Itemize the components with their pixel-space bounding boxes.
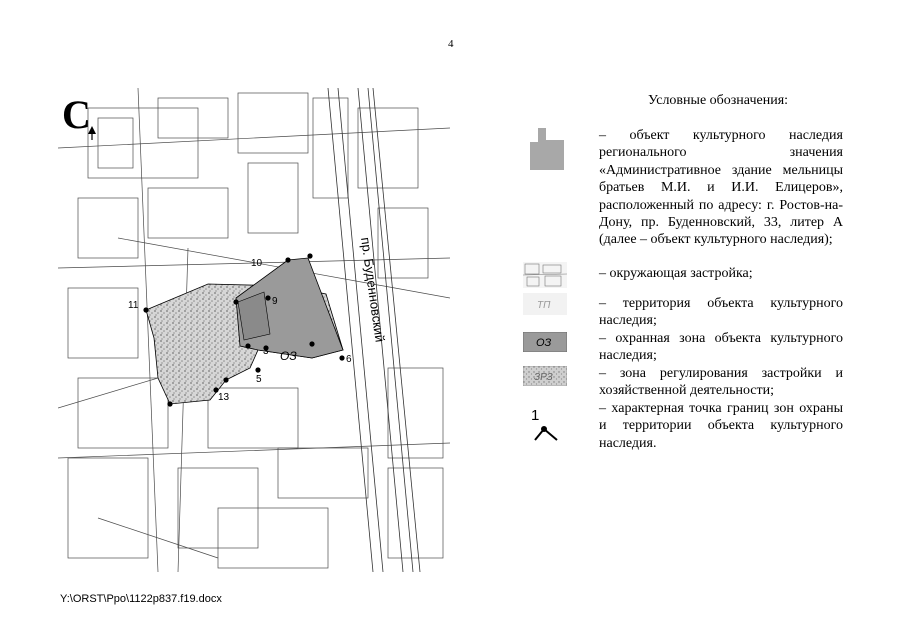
document-path: Y:\ORST\Ppo\1122p837.f19.docx xyxy=(60,593,222,605)
boundary-point-icon xyxy=(527,402,561,447)
boundary-point xyxy=(285,257,290,262)
point-label-13: 13 xyxy=(218,392,230,403)
svg-text:ЗРЗ: ЗРЗ xyxy=(534,372,553,383)
point-label-5: 5 xyxy=(256,374,262,385)
boundary-point xyxy=(245,343,250,348)
point-label-10: 10 xyxy=(251,258,263,269)
svg-text:1: 1 xyxy=(531,407,540,424)
site-plan-map xyxy=(58,88,450,572)
point-label-3: 3 xyxy=(263,346,269,357)
street-label: пр. Буденновский xyxy=(358,236,388,344)
point-label-11: 11 xyxy=(128,300,139,311)
legend-item-heritage-territory: – территория объекта культурного наследия; xyxy=(599,296,843,329)
boundary-point xyxy=(167,401,172,406)
boundary-point xyxy=(307,253,312,258)
legend-item-heritage-object: – объект культурного наследия регионального значения «Административное здание мельницы братьев М.И. и И.И. Елицеров», расположенный по адресу: г. Ростов-на-Дону, пр. Буденновский, 33, литер А (далее – объект культурного наследия); xyxy=(599,128,843,248)
compass-letter: С xyxy=(62,92,91,137)
surrounding-buildings-icon xyxy=(523,262,567,293)
legend-item-boundary-point: – характерная точка границ зон охраны и территории объекта культурного наследия. xyxy=(599,401,843,451)
boundary-point xyxy=(255,367,260,372)
svg-text:ТП: ТП xyxy=(537,300,551,311)
boundary-point xyxy=(339,355,344,360)
zone-label: ОЗ xyxy=(280,349,297,363)
point-label-9: 9 xyxy=(272,296,278,307)
boundary-point xyxy=(265,295,270,300)
boundary-point xyxy=(223,377,228,382)
boundary-point xyxy=(143,307,148,312)
heritage-territory-icon xyxy=(523,293,567,320)
point-label-6: 6 xyxy=(346,354,352,365)
page-number: 4 xyxy=(448,38,454,50)
heritage-object-icon xyxy=(524,128,564,175)
svg-text:ОЗ: ОЗ xyxy=(536,337,552,349)
boundary-point xyxy=(309,341,314,346)
legend-title: Условные обозначения: xyxy=(648,93,789,108)
legend-item-protection-zone: – охранная зона объекта культурного наследия; xyxy=(599,331,843,364)
regulation-zone-icon xyxy=(523,366,567,391)
protection-zone-icon xyxy=(523,332,567,357)
legend-item-surrounding-buildings: – окружающая застройка; xyxy=(599,266,753,281)
legend-item-regulation-zone: – зона регулирования застройки и хозяйственной деятельности; xyxy=(599,366,843,399)
boundary-point xyxy=(233,299,238,304)
